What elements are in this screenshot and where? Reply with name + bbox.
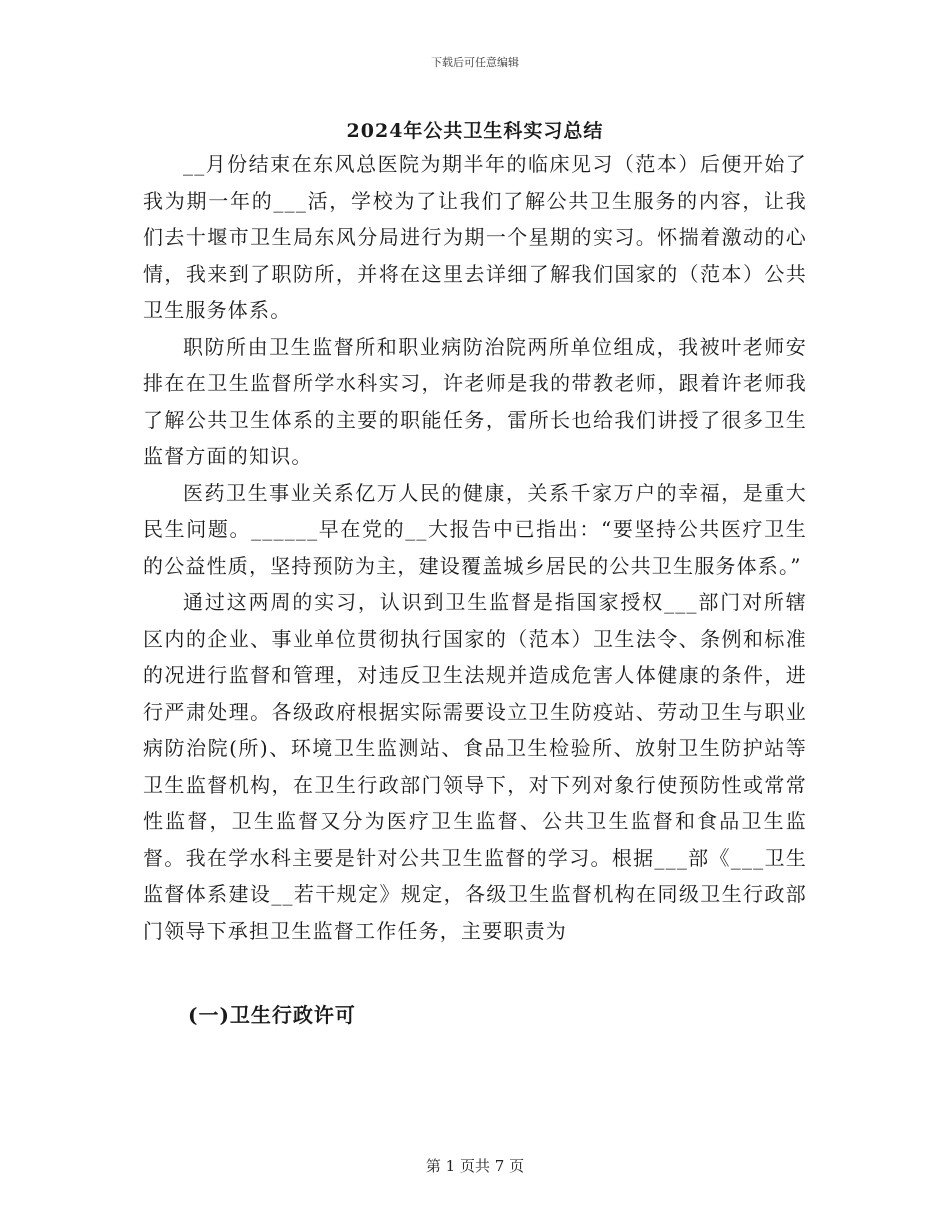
paragraph: 通过这两周的实习，认识到卫生监督是指国家授权___部门对所辖区内的企业、事业单位贯彻执行国家的（范本）卫生法令、条例和标准的况进行监督和管理，对违反卫生法规并造成危害人体健康的条件，进行严肃处理。各级政府根据实际需要设立卫生防疫站、劳动卫生与职业病防治院(所)、环境卫生监测站、食品卫生检验所、放射卫生防护站等卫生监督机构，在卫生行政部门领导下，对下列对象行使预防性或常常性监督，卫生监督又分为医疗卫生监督、公共卫生监督和食品卫生监督。我在学水科主要是针对公共卫生监督的学习。根据___部《___卫生监督体系建设__若干规定》规定，各级卫生监督机构在同级卫生行政部门领导下承担卫生监督工作任务，主要职责为 bbox=[143, 590, 807, 943]
document-title: 2024年公共卫生科实习总结 bbox=[346, 120, 604, 142]
header-note: 下载后可任意编辑 bbox=[431, 56, 519, 69]
section-heading: (一)卫生行政许可 bbox=[188, 1003, 356, 1027]
paragraph: 医药卫生事业关系亿万人民的健康，关系千家万户的幸福，是重大民生问题。______早在党的__大报告中已指出：“要坚持公共医疗卫生的公益性质，坚持预防为主，建设覆盖城乡居民的公共卫生服务体系。” bbox=[143, 480, 807, 578]
page-number: 第 1 页共 7 页 bbox=[425, 1157, 525, 1175]
paragraph: 职防所由卫生监督所和职业病防治院两所单位组成，我被叶老师安排在在卫生监督所学水科实习，许老师是我的带教老师，跟着许老师我了解公共卫生体系的主要的职能任务，雷所长也给我们讲授了很多卫生监督方面的知识。 bbox=[143, 334, 807, 468]
paragraph: __月份结束在东风总医院为期半年的临床见习（范本）后便开始了我为期一年的___活，学校为了让我们了解公共卫生服务的内容，让我们去十堰市卫生局东风分局进行为期一个星期的实习。怀揣着激动的心情，我来到了职防所，并将在这里去详细了解我们国家的（范本）公共卫生服务体系。 bbox=[143, 152, 807, 322]
document-body bbox=[143, 146, 807, 949]
